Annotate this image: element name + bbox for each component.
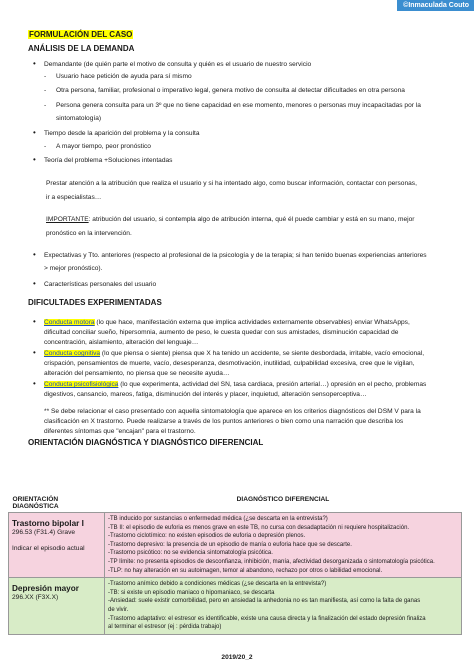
depresion-code: 296.XX (F3X.X) bbox=[12, 594, 59, 602]
dsm-note-line-1: ** Se debe relacionar el caso presentado con aquella sintomatología que aparece en los criterios diagnósticos del DSM V para la bbox=[44, 408, 421, 415]
orientacion-heading: ORIENTACIÓN DIAGNÓSTICA Y DIAGNÓSTICO DIFERENCIAL bbox=[28, 438, 264, 447]
dificultades-heading: DIFICULTADES EXPERIMENTADAS bbox=[28, 298, 162, 307]
col-diferencial-header: DIAGNÓSTICO DIFERENCIAL bbox=[236, 496, 330, 503]
demandante-sub-1: - Usuario hace petición de ayuda para sí mismo bbox=[56, 72, 192, 81]
demandante-sub-3: - Persona genera consulta para un 3º que no tiene capacidad en ese momento, menores o personas muy incapacitadas por la bbox=[56, 101, 421, 110]
importante-text: : atribución del usuario, si contempla algo de atribución interna, qué él puede cambiar y está en su mano, mejor bbox=[88, 216, 415, 223]
bipolar-diff-line: -Trastorno depresivo: la presencia de un episodio de manía o euforia hace que se descarte. bbox=[108, 541, 352, 548]
teoria-item: • Teoría del problema +Soluciones intentadas bbox=[44, 156, 172, 165]
analisis-heading: ANÁLISIS DE LA DEMANDA bbox=[28, 44, 135, 53]
demandante-sub-2: - Otra persona, familiar, profesional o imperativo legal, genera motivo de consulta al detectar dificultades en otra persona bbox=[56, 86, 405, 95]
tiempo-sub-1: - A mayor tiempo, peor pronóstico bbox=[56, 142, 151, 151]
table-header-row bbox=[9, 494, 462, 513]
conducta-cognitiva-line-2: crispación, pensamientos de muerte, vacío, desesperanza, desmotivación, inutilidad, culpabilidad excesiva, cree que le vigilan, bbox=[44, 360, 415, 367]
depresion-diff-line: -Trastorno anímico debido a condiciones médicas (¿se descarta en la entrevista?) bbox=[108, 581, 327, 588]
table-row bbox=[9, 578, 462, 635]
depresion-diff-line: -Trastorno adaptativo: el estresor es identificable, existe una causa directa y la finalización del estado depresión finaliza bbox=[108, 615, 426, 622]
demandante-item: • Demandante (de quién parte el motivo de consulta y quién es el usuario de nuestro servicio bbox=[44, 60, 311, 69]
depresion-diff-line: de vivir. bbox=[108, 606, 129, 613]
conducta-psicofisiologica-text: (lo que experimenta, actividad del SN, tasa cardiaca, presión arterial…) opresión en el pecho, problemas bbox=[118, 381, 427, 388]
conducta-motora-line-2: dificultad conciliar sueño, hipersomnia, aumento de peso, le cuesta quedar con sus amistades, disminución capacidad de bbox=[44, 329, 399, 336]
dsm-note-line-3: diferentes síntomas que "encajan" para el trastorno. bbox=[44, 428, 196, 435]
bipolar-note: Indicar el episodio actual bbox=[12, 545, 85, 552]
conducta-cognitiva-text: (lo que piensa o siente) piensa que X ha tenido un accidente, se siente desbordada, irritable, vacío emocional, bbox=[100, 350, 425, 357]
bipolar-diff-line: -TP límite: no presenta episodios de desconfianza, inhibición, manía, afectividad desorganizada o sintomatología psicótica. bbox=[108, 558, 435, 565]
dsm-note-line-2: clasificación en X trastorno. Puede realizarse a través de los puntos anteriores o bien como una narración que describa los bbox=[44, 418, 404, 425]
bipolar-diff-line: -Trastorno psicótico: no se evidencia sintomatología psicótica. bbox=[108, 550, 273, 557]
importante-label: IMPORTANTE bbox=[46, 216, 89, 223]
caracteristicas-item: • Características personales del usuario bbox=[44, 280, 156, 289]
bipolar-code: 296.53 (F31.4) Grave bbox=[12, 529, 76, 536]
conducta-motora-line-3: concentración, aislamiento, alteración del lenguaje… bbox=[44, 339, 199, 346]
copyright-badge: ©Inmaculada Couto bbox=[397, 0, 474, 11]
page-title bbox=[28, 22, 133, 42]
diagnostico-table bbox=[8, 494, 462, 635]
teoria-paragraph-1-cont: ir a especialistas… bbox=[46, 194, 102, 201]
depresion-cell bbox=[9, 578, 105, 635]
expectativas-item: • Expectativas y Tto. anteriores (respecto al profesional de la psicología y de la terapia; si han tenido buenas experiencias anteriores bbox=[44, 251, 427, 260]
bipolar-diff-line: -TB inducido por sustancias o enfermedad médica (¿se descarta en la entrevista?) bbox=[108, 516, 328, 522]
table-row bbox=[9, 513, 462, 578]
conducta-psicofisiologica-label: Conducta psicofisiológica bbox=[44, 381, 119, 388]
teoria-paragraph-1: Prestar atención a la atribución que realiza el usuario y si ha intentado algo, como buscar información, contactar con personas, bbox=[46, 180, 417, 187]
page-footer: 2019/20_2 bbox=[221, 654, 253, 661]
bipolar-cell bbox=[9, 513, 105, 578]
depresion-diff-line: -TB: si existe un episodio maniaco o hipomaniaco, se descarta bbox=[108, 589, 275, 596]
conducta-cognitiva-label: Conducta cognitiva bbox=[44, 350, 101, 357]
tiempo-item: • Tiempo desde la aparición del problema y la consulta bbox=[44, 129, 200, 138]
bipolar-differential-cell bbox=[105, 513, 462, 578]
conducta-motora-label: Conducta motora bbox=[44, 319, 95, 326]
bipolar-title: Trastorno bipolar I bbox=[12, 519, 84, 528]
conducta-cognitiva-item bbox=[44, 349, 424, 358]
conducta-motora-text: (lo que hace, manifestación externa que implica actividades externamente observables) enviar WhatsApps, bbox=[94, 319, 410, 326]
conducta-cognitiva-line-3: alteración del pensamiento, no piensa que se necesite ayuda… bbox=[44, 370, 230, 377]
conducta-psicofisiologica-line-2: digestivos, cansancio, mareos, fatiga, disminución del interés y placer, inquietud, alteración sensoperceptiva… bbox=[44, 391, 367, 398]
col-orientacion-header: ORIENTACIÓN DIAGNÓSTICA bbox=[12, 496, 59, 510]
demandante-sub-3-cont: sintomatología) bbox=[56, 115, 102, 122]
depresion-diff-line: al terminar el estresor (ej : pérdida trabajo) bbox=[108, 624, 222, 631]
teoria-paragraph-2-cont: pronóstico en la intervención. bbox=[46, 230, 132, 237]
depresion-diff-line: -Ansiedad: suele existir comorbilidad, pero en ansiedad la anhedonia no es tan manifiesta, así como la falta de ganas bbox=[108, 598, 421, 605]
conducta-motora-item bbox=[44, 318, 410, 327]
conducta-psicofisiologica-item bbox=[44, 380, 426, 389]
teoria-paragraph-2 bbox=[46, 215, 414, 224]
depresion-title: Depresión mayor bbox=[12, 584, 79, 594]
title-text: FORMULACIÓN DEL CASO bbox=[29, 30, 133, 39]
depresion-differential-cell bbox=[105, 578, 462, 635]
bipolar-diff-line: -TB II: el episodio de euforia es menos grave en este TB, no cursa con desadaptación ni requiere hospitalización. bbox=[108, 524, 410, 531]
bipolar-diff-line: -Trastorno ciclotímico: no existen episodios de euforia o depresión plenos. bbox=[108, 533, 306, 540]
expectativas-item-cont: > mejor pronóstico). bbox=[44, 265, 103, 272]
bipolar-diff-line: -TLP: no hay alteración en su autoimagen, temor al abandono, rechazo por otros o labilidad emocional. bbox=[108, 567, 383, 574]
